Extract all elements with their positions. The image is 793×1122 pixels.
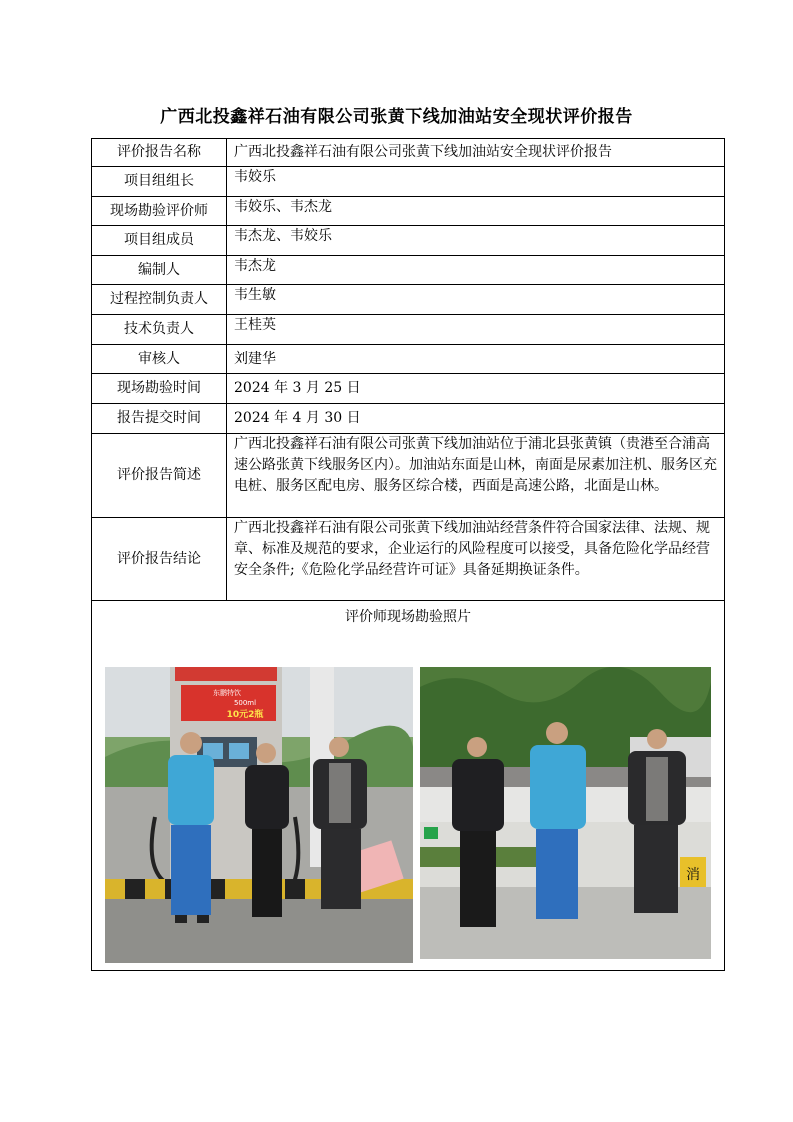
table-row (92, 345, 725, 374)
row-value: 韦姣乐、韦杰龙 (227, 197, 725, 226)
table-row (92, 285, 725, 315)
table-row (92, 139, 725, 167)
row-label: 编制人 (92, 256, 227, 285)
row-value: 韦杰龙、韦姣乐 (227, 226, 725, 256)
row-label: 报告提交时间 (92, 404, 227, 434)
row-value: 王桂英 (227, 315, 725, 345)
row-label: 审核人 (92, 345, 227, 374)
fire-sign-text: 消 (686, 867, 700, 883)
report-title: 广西北投鑫祥石油有限公司张黄下线加油站安全现状评价报告 (160, 107, 633, 127)
row-label: 项目组组长 (92, 167, 227, 197)
row-value: 韦生敏 (227, 285, 725, 315)
row-label: 现场勘验时间 (92, 374, 227, 404)
table-row (92, 434, 725, 518)
table-row (92, 256, 725, 285)
row-label: 过程控制负责人 (92, 285, 227, 315)
row-value: 广西北投鑫祥石油有限公司张黄下线加油站安全现状评价报告 (227, 139, 725, 167)
table-row (92, 404, 725, 434)
row-value: 2024 年 4 月 30 日 (227, 404, 725, 434)
row-value: 韦杰龙 (227, 256, 725, 285)
table-row (92, 374, 725, 404)
row-label: 现场勘验评价师 (92, 197, 227, 226)
row-value: 刘建华 (227, 345, 725, 374)
table-row (92, 315, 725, 345)
photo-cell (92, 601, 725, 971)
pump-sign-brand: 东鹏特饮 (213, 689, 241, 697)
pump-sign-price: 10元2瓶 (226, 710, 264, 720)
photo-caption: 评价师现场勘验照片 (345, 609, 471, 625)
row-value: 2024 年 3 月 25 日 (227, 374, 725, 404)
table-row (92, 167, 725, 197)
row-label: 评价报告结论 (92, 518, 227, 601)
photo-row (92, 601, 725, 971)
table-row (92, 197, 725, 226)
site-photo-building (420, 667, 711, 959)
row-label: 评价报告名称 (92, 139, 227, 167)
report-info-table (91, 138, 725, 971)
row-label: 评价报告简述 (92, 434, 227, 518)
table-row (92, 226, 725, 256)
table-row (92, 518, 725, 601)
row-value: 广西北投鑫祥石油有限公司张黄下线加油站位于浦北县张黄镇（贵港至合浦高速公路张黄下线服务区内）。加油站东面是山林，南面是尿素加注机、服务区充电桩、服务区配电房、服务区综合楼，西面是高速公路，北面是山林。 (227, 434, 725, 518)
pump-sign-volume: 500ml (233, 699, 257, 707)
row-value: 广西北投鑫祥石油有限公司张黄下线加油站经营条件符合国家法律、法规、规章、标准及规范的要求，企业运行的风险程度可以接受，具备危险化学品经营安全条件;《危险化学品经营许可证》具备延期换证条件。 (227, 518, 725, 601)
site-photo-pump (105, 667, 413, 963)
row-label: 技术负责人 (92, 315, 227, 345)
row-value: 韦姣乐 (227, 167, 725, 197)
row-label: 项目组成员 (92, 226, 227, 256)
